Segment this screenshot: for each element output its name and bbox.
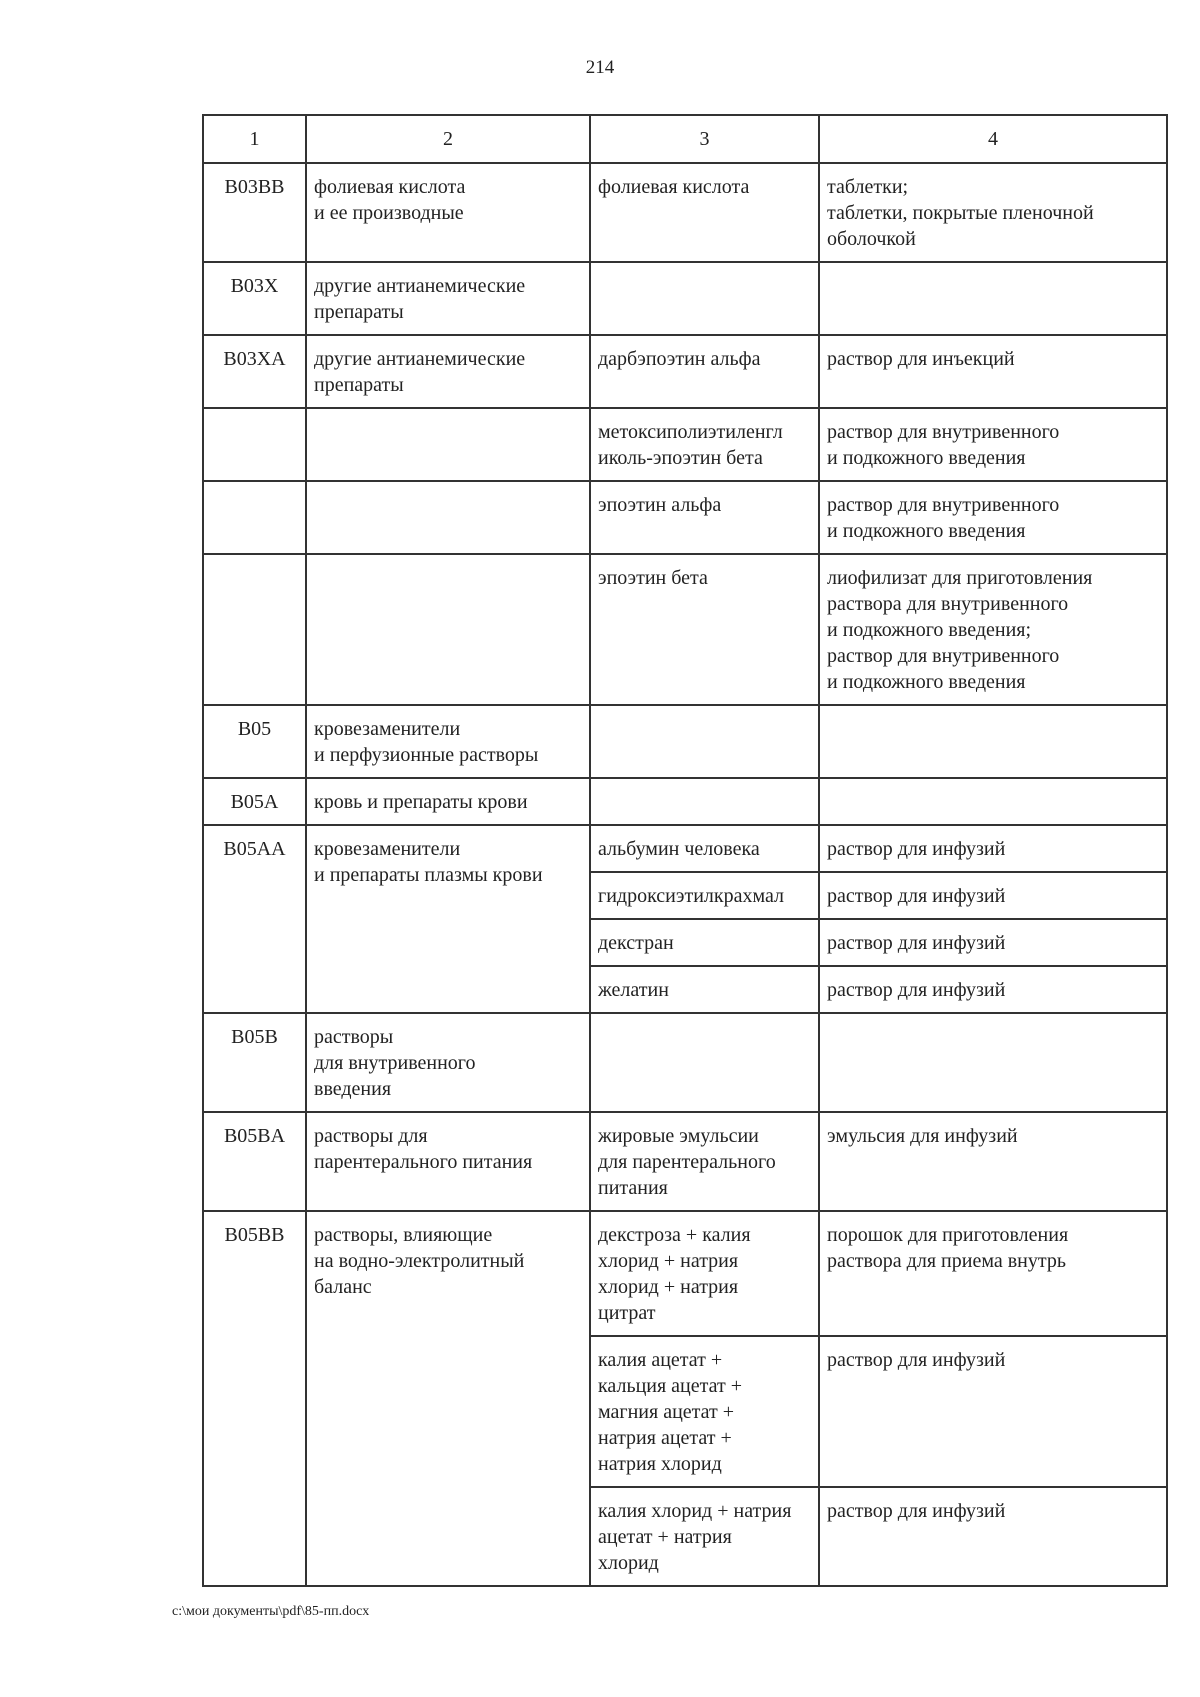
atc-code: B05BA xyxy=(203,1112,306,1211)
column-header: 1 xyxy=(203,115,306,163)
footer-file-path: c:\мои документы\pdf\85-пп.docx xyxy=(172,1604,370,1619)
table-header-row xyxy=(203,115,1167,163)
atc-code xyxy=(203,408,306,481)
atc-code: B03XA xyxy=(203,335,306,408)
atc-code: B05B xyxy=(203,1013,306,1112)
drug-name xyxy=(590,262,819,335)
dosage-form: раствор для инфузий xyxy=(819,825,1167,872)
drug-name: гидроксиэтилкрахмал xyxy=(590,872,819,919)
drug-name: фолиевая кислота xyxy=(590,163,819,262)
table-row xyxy=(203,1013,1167,1112)
drug-name xyxy=(590,778,819,825)
dosage-form: раствор для инфузий xyxy=(819,1487,1167,1586)
drug-name xyxy=(590,705,819,778)
atc-code: B03X xyxy=(203,262,306,335)
group-name: растворы, влияющие на водно-электролитный баланс xyxy=(306,1211,590,1586)
atc-code: B05A xyxy=(203,778,306,825)
table-row xyxy=(203,825,1167,872)
dosage-form: лиофилизат для приготовления раствора для внутривенного и подкожного введения; раствор для внутривенного и подкожного введения xyxy=(819,554,1167,705)
dosage-form xyxy=(819,262,1167,335)
table-row xyxy=(203,163,1167,262)
group-name: фолиевая кислота и ее производные xyxy=(306,163,590,262)
drug-name: желатин xyxy=(590,966,819,1013)
drug-table xyxy=(202,114,1168,1587)
dosage-form: раствор для внутривенного и подкожного введения xyxy=(819,481,1167,554)
table-row xyxy=(203,705,1167,778)
table-row xyxy=(203,335,1167,408)
dosage-form xyxy=(819,1013,1167,1112)
atc-code: B05BB xyxy=(203,1211,306,1586)
atc-code: B05 xyxy=(203,705,306,778)
group-name xyxy=(306,481,590,554)
drug-name: жировые эмульсии для парентерального питания xyxy=(590,1112,819,1211)
dosage-form: раствор для внутривенного и подкожного введения xyxy=(819,408,1167,481)
dosage-form: раствор для инфузий xyxy=(819,1336,1167,1487)
dosage-form: раствор для инфузий xyxy=(819,966,1167,1013)
page-number: 214 xyxy=(585,57,615,78)
drug-name: декстран xyxy=(590,919,819,966)
column-header: 4 xyxy=(819,115,1167,163)
dosage-form: раствор для инфузий xyxy=(819,872,1167,919)
group-name: другие антианемические препараты xyxy=(306,335,590,408)
group-name: кровезаменители и перфузионные растворы xyxy=(306,705,590,778)
atc-code: B03BB xyxy=(203,163,306,262)
table-row xyxy=(203,481,1167,554)
drug-name: эпоэтин бета xyxy=(590,554,819,705)
column-header: 3 xyxy=(590,115,819,163)
group-name xyxy=(306,408,590,481)
group-name: кровь и препараты крови xyxy=(306,778,590,825)
group-name xyxy=(306,554,590,705)
group-name: кровезаменители и препараты плазмы крови xyxy=(306,825,590,1013)
group-name: растворы для парентерального питания xyxy=(306,1112,590,1211)
table-row xyxy=(203,554,1167,705)
drug-name: эпоэтин альфа xyxy=(590,481,819,554)
atc-code xyxy=(203,481,306,554)
table-row xyxy=(203,408,1167,481)
drug-name: калия ацетат + кальция ацетат + магния ацетат + натрия ацетат + натрия хлорид xyxy=(590,1336,819,1487)
dosage-form: эмульсия для инфузий xyxy=(819,1112,1167,1211)
drug-name: метоксиполиэтиленгл иколь-эпоэтин бета xyxy=(590,408,819,481)
dosage-form: раствор для инфузий xyxy=(819,919,1167,966)
group-name: растворы для внутривенного введения xyxy=(306,1013,590,1112)
dosage-form: раствор для инъекций xyxy=(819,335,1167,408)
drug-name: калия хлорид + натрия ацетат + натрия хлорид xyxy=(590,1487,819,1586)
drug-name: дарбэпоэтин альфа xyxy=(590,335,819,408)
atc-code: B05AA xyxy=(203,825,306,1013)
group-name: другие антианемические препараты xyxy=(306,262,590,335)
dosage-form: порошок для приготовления раствора для приема внутрь xyxy=(819,1211,1167,1336)
drug-name: декстроза + калия хлорид + натрия хлорид + натрия цитрат xyxy=(590,1211,819,1336)
table-row xyxy=(203,778,1167,825)
table-row xyxy=(203,1112,1167,1211)
drug-name xyxy=(590,1013,819,1112)
table-row xyxy=(203,262,1167,335)
column-header: 2 xyxy=(306,115,590,163)
dosage-form xyxy=(819,705,1167,778)
table-row xyxy=(203,1211,1167,1336)
dosage-form xyxy=(819,778,1167,825)
dosage-form: таблетки; таблетки, покрытые пленочной оболочкой xyxy=(819,163,1167,262)
atc-code xyxy=(203,554,306,705)
drug-name: альбумин человека xyxy=(590,825,819,872)
